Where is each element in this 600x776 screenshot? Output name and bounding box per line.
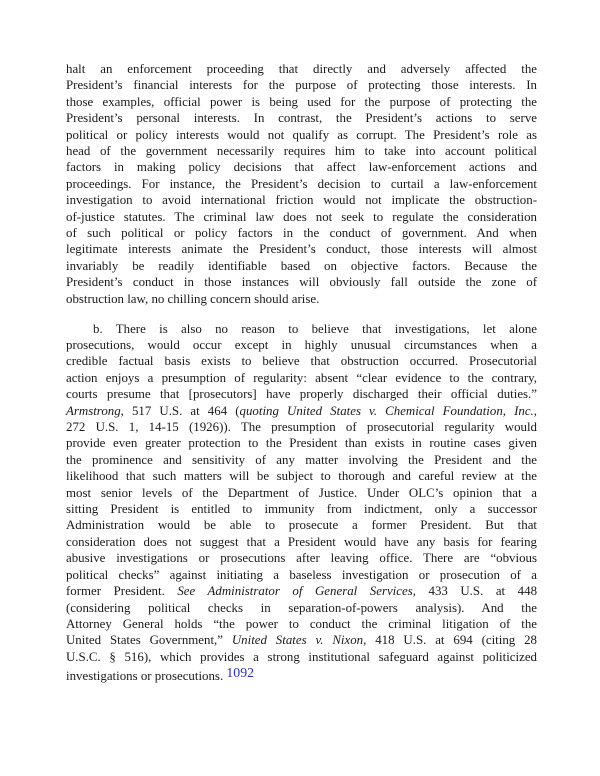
- text-segment: , 517 U.S. at 464 (: [120, 403, 240, 418]
- text-line: [66, 110, 537, 126]
- text-segment: Administration would be able to prosecute a former President. But that: [66, 518, 537, 533]
- text-segment: courts presume that [prosecutors] have properly discharged their official duties.”: [66, 387, 537, 402]
- text-segment: President’s conduct in those instances will obviously fall outside the zone of: [66, 275, 537, 290]
- text-line: [66, 649, 537, 665]
- citation-italic: See Administrator of General Services: [177, 584, 413, 599]
- text-segment: action enjoys a presumption of regularity: absent “clear evidence to the contrary,: [66, 370, 537, 385]
- citation-italic: United States v. Nixon: [231, 633, 364, 648]
- text-line: [66, 127, 537, 143]
- text-line: [66, 143, 537, 159]
- text-segment: head of the government necessarily requires him to take into account political: [66, 144, 537, 159]
- text-line: [66, 452, 537, 468]
- text-segment: , 433 U.S. at 448: [412, 584, 538, 599]
- text-segment: investigations or prosecutions.: [66, 669, 227, 684]
- text-line: [66, 567, 537, 583]
- text-segment: (considering political checks in separation-of-powers analysis). And the: [66, 600, 537, 615]
- text-segment: prosecutions, would occur except in highly unusual circumstances when a: [66, 338, 537, 352]
- text-segment: of-justice statutes. The criminal law does not seek to regulate the consideration: [66, 209, 537, 224]
- text-segment: former President.: [66, 584, 178, 599]
- text-segment: United States Government,”: [66, 633, 232, 648]
- text-segment: consideration does not suggest that a President would have any basis for fearing: [66, 534, 537, 549]
- citation-italic: quoting United States v. Chemical Foundation, Inc.: [239, 403, 534, 418]
- text-segment: U.S.C. § 516), which provides a strong institutional safeguard against politicized: [66, 649, 537, 664]
- text-segment: , 418 U.S. at 694 (citing 28: [363, 633, 537, 648]
- text-line: [66, 176, 537, 192]
- text-line: [66, 337, 537, 353]
- text-line: [66, 291, 537, 307]
- text-segment: political checks” against initiating a baseless investigation or prosecution of a: [66, 567, 537, 582]
- text-segment: provide even greater protection to the President than exists in routine cases given: [66, 436, 537, 451]
- text-segment: halt an enforcement proceeding that directly and adversely affected the: [66, 62, 537, 76]
- text-segment: invariably be readily identifiable based on objective factors. Because the: [66, 258, 537, 273]
- text-line: [66, 159, 537, 175]
- text-line: [66, 501, 537, 517]
- text-line: [66, 241, 537, 257]
- text-segment: investigation to avoid international friction would not implicate the obstruction-: [66, 193, 537, 208]
- text-line: [66, 209, 537, 225]
- text-line: [66, 403, 537, 419]
- text-segment: 272 U.S. 1, 14-15 (1926)). The presumption of prosecutorial regularity would: [66, 420, 537, 435]
- text-line: [66, 321, 537, 337]
- text-segment: ,: [533, 403, 537, 418]
- text-block: [66, 61, 537, 685]
- text-line: [66, 61, 537, 77]
- citation-italic: Armstrong: [66, 403, 121, 418]
- text-segment: political or policy interests would not qualify as corrupt. The President’s role as: [66, 127, 537, 142]
- text-segment: most senior levels of the Department of Justice. Under OLC’s opinion that a: [66, 485, 537, 500]
- text-line: [66, 274, 537, 290]
- text-line: [66, 616, 537, 632]
- text-line: [66, 419, 537, 435]
- text-line: [66, 468, 537, 484]
- text-segment: likelihood that such matters will be subject to thorough and careful review at the: [66, 469, 537, 484]
- text-line: [66, 258, 537, 274]
- text-line: [66, 665, 537, 684]
- text-segment: factors in making policy decisions that affect law-enforcement actions and: [66, 160, 537, 175]
- text-line: [66, 192, 537, 208]
- text-line: [66, 550, 537, 566]
- text-segment: credible factual basis exists to believe that obstruction occurred. Prosecutorial: [66, 354, 537, 369]
- text-segment: b. There is also no reason to believe that investigations, let alone: [93, 321, 537, 336]
- text-segment: Attorney General holds “the power to conduct the criminal litigation of the: [66, 616, 537, 631]
- text-line: [66, 435, 537, 451]
- text-line: [66, 600, 537, 616]
- text-segment: legitimate interests animate the President’s conduct, those interests will almost: [66, 242, 537, 257]
- text-segment: President’s financial interests for the purpose of protecting those interests. In: [66, 78, 537, 93]
- text-segment: of such political or policy factors in the conduct of government. And when: [66, 226, 537, 241]
- text-segment: proceedings. For instance, the President’s decision to curtail a law-enforcement: [66, 176, 537, 191]
- text-line: [66, 353, 537, 369]
- text-line: [66, 583, 537, 599]
- text-segment: abusive investigations or prosecutions after leaving office. There are “obvious: [66, 551, 537, 566]
- text-line: [66, 225, 537, 241]
- text-line: [66, 370, 537, 386]
- text-line: [66, 77, 537, 93]
- paragraph: [66, 321, 537, 685]
- text-line: [66, 94, 537, 110]
- text-line: [66, 517, 537, 533]
- text-line: [66, 386, 537, 402]
- text-segment: President’s personal interests. In contrast, the President’s actions to serve: [66, 111, 537, 126]
- text-segment: obstruction law, no chilling concern should arise.: [66, 291, 320, 306]
- text-segment: those examples, official power is being used for the purpose of protecting the: [66, 94, 537, 109]
- text-line: [66, 485, 537, 501]
- paragraph: [66, 61, 537, 307]
- footnote-page-link[interactable]: 1092: [226, 665, 254, 681]
- text-line: [66, 534, 537, 550]
- text-line: [66, 632, 537, 648]
- text-segment: sitting President is entitled to immunity from indictment, only a successor: [66, 502, 537, 517]
- text-segment: the prominence and sensitivity of any matter involving the President and the: [66, 452, 537, 467]
